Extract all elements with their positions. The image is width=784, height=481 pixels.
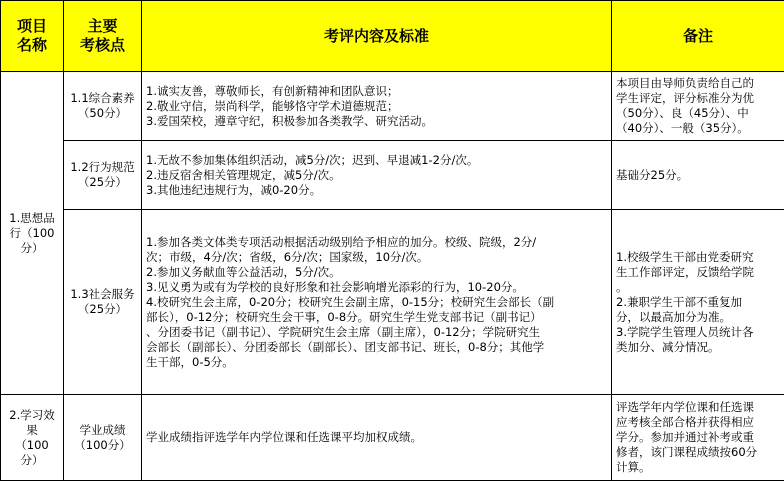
note-line: （50分）、良（45分）、中 (616, 106, 780, 121)
point-line: （25分） (64, 302, 141, 317)
category-line: 2.学习效 (1, 408, 63, 423)
table-row (1, 141, 784, 210)
content-cell (142, 210, 612, 395)
category-cell (1, 72, 64, 395)
point-line: （25分） (64, 175, 141, 190)
point-cell (64, 141, 142, 210)
header-row (1, 1, 784, 72)
table-row (1, 395, 784, 481)
content-cell (142, 395, 612, 481)
note-cell (612, 72, 784, 141)
note-line: 基础分25分。 (616, 168, 780, 183)
content-line: 次；市级，4分/次；省级，6分/次；国家级，10分/次。 (146, 250, 607, 265)
category-line: 果 (1, 423, 63, 438)
content-line: 4.校研究生会主席，0-20分；校研究生会副主席，0-15分；校研究生会部长（副 (146, 295, 607, 310)
note-line: 学分。参加并通过补考或重 (616, 430, 780, 445)
point-cell (64, 210, 142, 395)
header-project-name-line: 项目 (1, 17, 63, 36)
content-line: 会部长（副部长）、分团委部长（副部长）、团支部书记、班长，0-8分；其他学 (146, 340, 607, 355)
note-line: 计算。 (616, 460, 780, 475)
content-line: 2.违反宿舍相关管理规定，减5分/次。 (146, 168, 607, 183)
header-content-standard: 考评内容及标准 (142, 1, 612, 72)
point-cell (64, 72, 142, 141)
note-line: 修者，该门课程成绩按60分 (616, 445, 780, 460)
category-line: （100 (1, 438, 63, 453)
category-line: 行（100 (1, 226, 63, 241)
content-line: 生干部，0-5分。 (146, 355, 607, 370)
note-line: 评选学年内学位课和任选课 (616, 400, 780, 415)
table-row (1, 210, 784, 395)
category-line: 分） (1, 241, 63, 256)
note-cell (612, 210, 784, 395)
header-project-name (1, 1, 64, 72)
header-project-name-line: 名称 (1, 36, 63, 55)
category-line: 1.思想品 (1, 211, 63, 226)
content-line: 1.无故不参加集体组织活动，减5分/次；迟到、早退减1-2分/次。 (146, 153, 607, 168)
note-line: 3.学院学生管理人员统计各 (616, 325, 780, 340)
content-line: 2.参加义务献血等公益活动，5分/次。 (146, 265, 607, 280)
content-line: 部长），0-12分；校研究生会干事，0-8分。研究生学生党支部书记（副书记） (146, 310, 607, 325)
content-line: 2.敬业守信，崇尚科学，能够恪守学术道德规范； (146, 99, 607, 114)
note-line: 学生评定，评分标准分为优 (616, 91, 780, 106)
content-line: 1.参加各类文体类专项活动根据活动级别给予相应的加分。校级、院级，2分/ (146, 235, 607, 250)
point-cell (64, 395, 142, 481)
header-key-points (64, 1, 142, 72)
note-cell (612, 395, 784, 481)
header-key-points-line: 主要 (64, 17, 141, 36)
note-line: 本项目由导师负责给自己的 (616, 76, 780, 91)
point-line: 1.3社会服务 (64, 287, 141, 302)
point-line: （50分） (64, 106, 141, 121)
note-line: 生工作部评定，反馈给学院 (616, 265, 780, 280)
content-line: 、分团委书记（副书记）、学院研究生会主席（副主席），0-12分；学院研究生 (146, 325, 607, 340)
note-line: 分，以最高加分为准。 (616, 310, 780, 325)
note-line: （40分）、一般（35分）。 (616, 121, 780, 136)
content-line: 3.其他违纪违规行为，减0-20分。 (146, 183, 607, 198)
note-line: 应考核全部合格并获得相应 (616, 415, 780, 430)
content-line: 学业成绩指评选学年内学位课和任选课平均加权成绩。 (146, 430, 607, 445)
header-remarks: 备注 (612, 1, 784, 72)
note-line: 类加分、减分情况。 (616, 340, 780, 355)
content-cell (142, 141, 612, 210)
content-line: 1.诚实友善，尊敬师长，有创新精神和团队意识； (146, 84, 607, 99)
category-cell (1, 395, 64, 481)
note-line: 。 (616, 280, 780, 295)
note-cell (612, 141, 784, 210)
content-line: 3.见义勇为或有为学校的良好形象和社会影响增光添彩的行为，10-20分。 (146, 280, 607, 295)
header-key-points-line: 考核点 (64, 36, 141, 55)
note-line: 2.兼职学生干部不重复加 (616, 295, 780, 310)
note-line: 1.校级学生干部由党委研究 (616, 250, 780, 265)
point-line: 1.2行为规范 (64, 160, 141, 175)
content-line: 3.爱国荣校，遵章守纪，积极参加各类教学、研究活动。 (146, 114, 607, 129)
table-row (1, 72, 784, 141)
point-line: （100分） (64, 438, 141, 453)
category-line: 分） (1, 453, 63, 468)
point-line: 学业成绩 (64, 423, 141, 438)
content-cell (142, 72, 612, 141)
point-line: 1.1综合素养 (64, 91, 141, 106)
